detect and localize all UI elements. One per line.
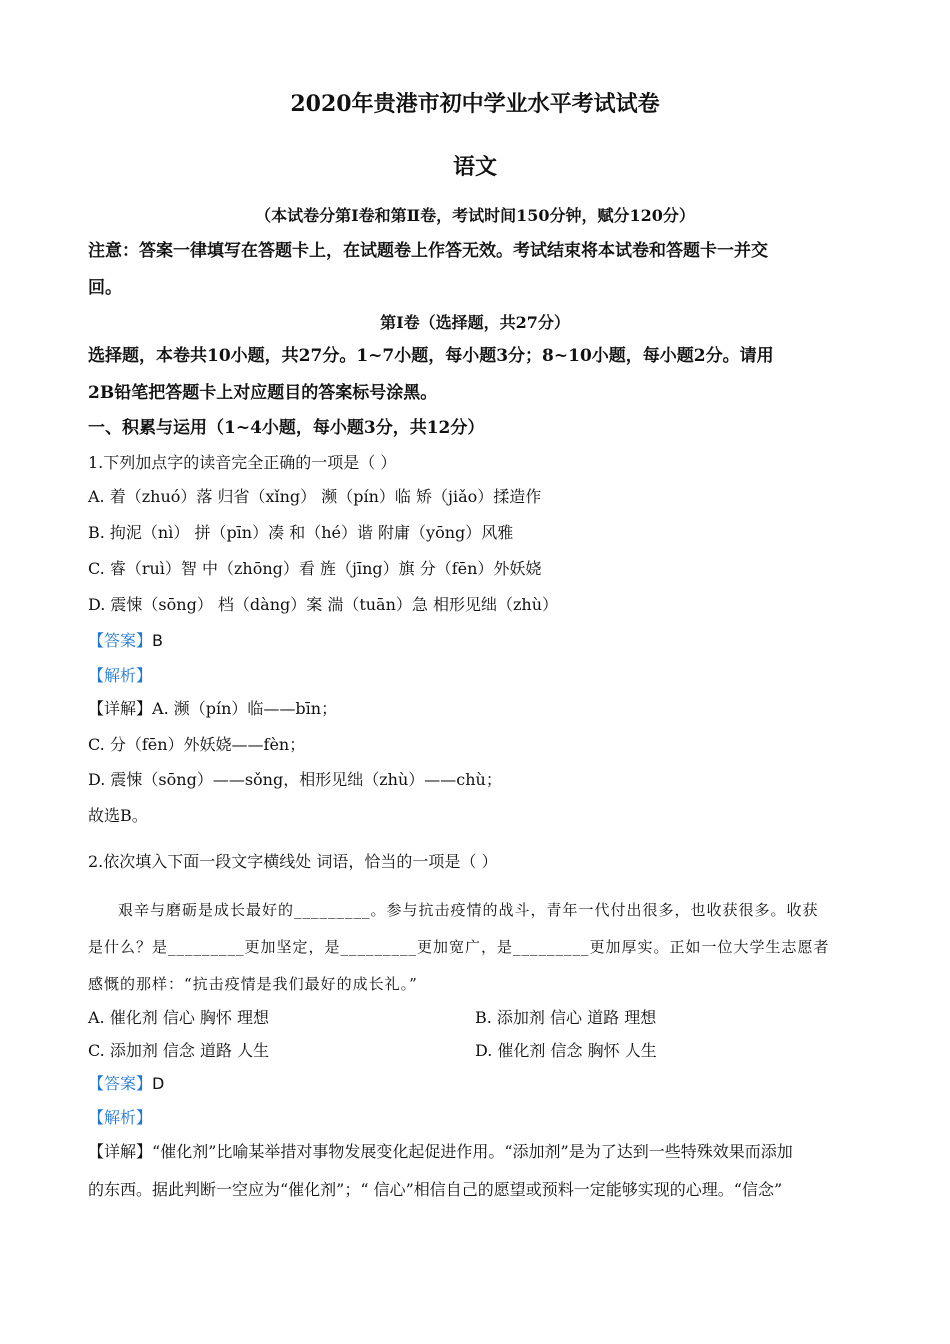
answer-label: 【答案】 bbox=[88, 631, 153, 650]
q1-analysis-label: 【解析】 bbox=[88, 666, 153, 685]
detail-label: 【详解】 bbox=[88, 699, 153, 718]
detail-text: “催化剂”比喻某举措对事物发展变化起促进作用。“添加剂”是为了达到一些特殊效果而添加 bbox=[152, 1142, 793, 1161]
q2-option-d: D. 催化剂 信念 胸怀 人生 bbox=[475, 1041, 657, 1060]
q2-detail-1 bbox=[88, 1142, 793, 1162]
part1-desc-line-2: 2B铅笔把答题卡上对应题目的答案标号涂黑。 bbox=[88, 383, 438, 403]
q1-option-c: C. 睿（ruì）智 中（zhōng）看 旌（jīng）旗 分（fēn）外妖娆 bbox=[88, 559, 542, 578]
q2-answer bbox=[88, 1074, 164, 1094]
q2-passage-2: 是什么？是_________更加坚定，是_________更加宽广，是_________更加厚实。正如一位大学生志愿者 bbox=[88, 938, 830, 956]
exam-meta: （本试卷分第Ⅰ卷和第Ⅱ卷，考试时间150分钟，赋分120分） bbox=[255, 206, 695, 225]
notice-line-2: 回。 bbox=[88, 278, 122, 298]
q1-option-d: D. 震悚（sōng） 档（dàng）案 湍（tuān）急 相形见绌（zhù） bbox=[88, 595, 559, 614]
q2-detail-2: 的东西。据此判断一空应为“催化剂”；“ 信心”相信自己的愿望或预料一定能够实现的心理。“信念” bbox=[88, 1180, 783, 1199]
q1-detail-3: D. 震悚（sōng）——sǒng，相形见绌（zhù）——chù； bbox=[88, 770, 502, 789]
part1-desc-line-1: 选择题，本卷共10小题，共27分。1~7小题，每小题3分；8~10小题，每小题2分。请用 bbox=[88, 346, 774, 366]
answer-label: 【答案】 bbox=[88, 1074, 153, 1093]
answer-value: D bbox=[152, 1074, 165, 1093]
subject-title: 语文 bbox=[452, 154, 497, 180]
notice-line-1: 注意：答案一律填写在答题卡上，在试题卷上作答无效。考试结束将本试卷和答题卡一并交 bbox=[88, 241, 768, 261]
q1-option-a: A. 着（zhuó）落 归省（xǐng） 濒（pín）临 矫（jiǎo）揉造作 bbox=[88, 487, 542, 506]
q1-stem: 1.下列加点字的读音完全正确的一项是（ ） bbox=[88, 453, 397, 472]
q2-analysis-label: 【解析】 bbox=[88, 1108, 153, 1127]
q2-passage-1: 艰辛与磨砺是成长最好的_________。参与抗击疫情的战斗，青年一代付出很多，也收获很多。收获 bbox=[118, 901, 819, 919]
detail-text: A. 濒（pín）临——bīn； bbox=[152, 699, 338, 718]
answer-value: B bbox=[152, 631, 163, 650]
q2-stem: 2.依次填入下面一段文字横线处 词语，恰当的一项是（ ） bbox=[88, 852, 498, 871]
q1-answer bbox=[88, 631, 163, 651]
section1-heading: 一、积累与运用（1~4小题，每小题3分，共12分） bbox=[88, 418, 485, 438]
q2-option-a: A. 催化剂 信心 胸怀 理想 bbox=[88, 1008, 269, 1027]
q1-conclusion: 故选B。 bbox=[88, 806, 148, 825]
q2-option-b: B. 添加剂 信心 道路 理想 bbox=[475, 1008, 657, 1027]
q2-option-c: C. 添加剂 信念 道路 人生 bbox=[88, 1041, 270, 1060]
q1-option-b: B. 拘泥（nì） 拼（pīn）凑 和（hé）谐 附庸（yōng）风雅 bbox=[88, 523, 514, 542]
detail-label: 【详解】 bbox=[88, 1142, 153, 1161]
part1-title: 第Ⅰ卷（选择题，共27分） bbox=[380, 313, 570, 332]
q1-detail-2: C. 分（fēn）外妖娆——fèn； bbox=[88, 735, 306, 754]
q2-passage-3: 感慨的那样：“抗击疫情是我们最好的成长礼。” bbox=[88, 975, 418, 993]
exam-title: 2020年贵港市初中学业水平考试试卷 bbox=[290, 91, 660, 117]
q1-detail-1 bbox=[88, 699, 337, 719]
